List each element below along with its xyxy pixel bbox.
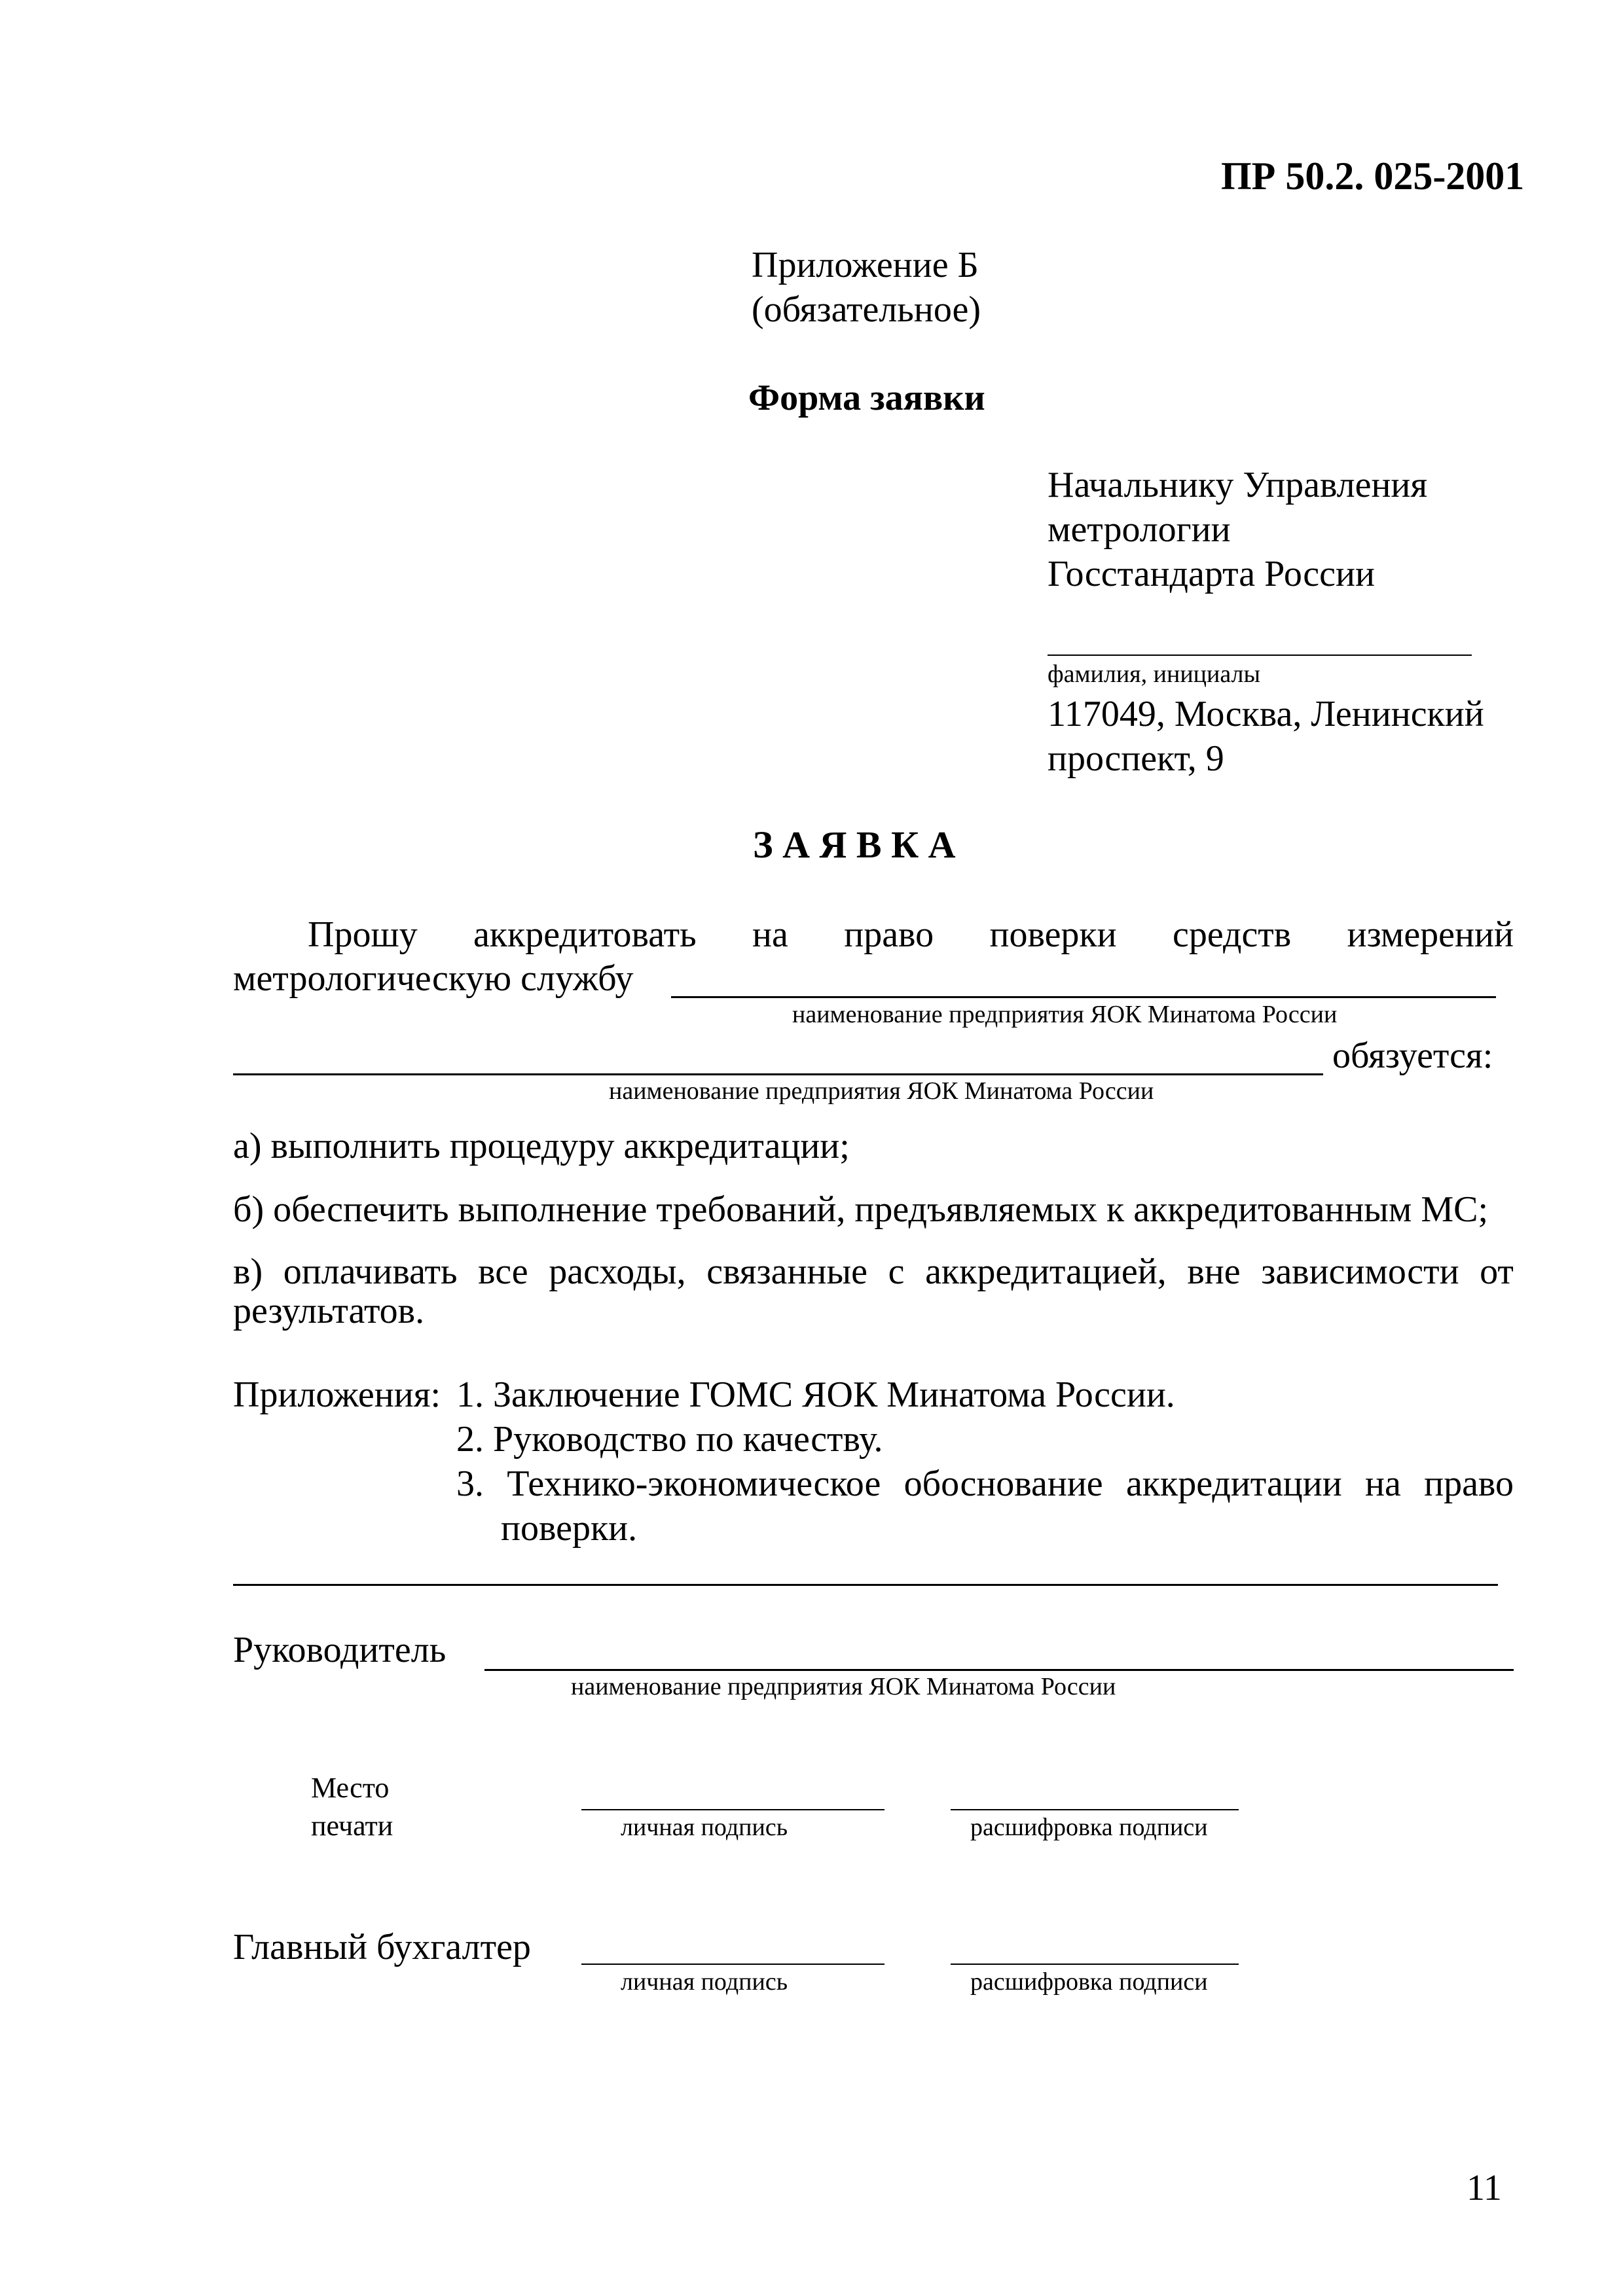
obligation-word: все [478, 1251, 528, 1292]
attachment-word: на [1364, 1463, 1401, 1504]
head-label: Руководитель [233, 1630, 447, 1670]
head-signature-line [581, 1809, 884, 1810]
accountant-label: Главный бухгалтер [233, 1927, 531, 1967]
appendix-title: Приложение Б [752, 245, 979, 285]
request-word: на [752, 914, 788, 955]
accountant-signature-line [581, 1964, 884, 1965]
appendix-status: (обязательное) [752, 289, 981, 330]
attachment-item-1: 1. Заключение ГОМС ЯОК Минатома России. [456, 1374, 1175, 1415]
head-caption: наименование предприятия ЯОК Минатома России [571, 1673, 1116, 1700]
attachment-word: право [1424, 1463, 1514, 1504]
request-word: средств [1172, 914, 1292, 955]
request-heading: З А Я В К А [753, 823, 956, 866]
head-sig-decode-line [951, 1809, 1239, 1810]
accountant-personal-signature-caption: личная подпись [621, 1968, 788, 1996]
head-signature-decode-caption: расшифровка подписи [970, 1814, 1208, 1841]
obligation-b: б) обеспечить выполнение требований, предъявляемых к аккредитованным МС; [233, 1189, 1489, 1230]
request-word: Прошу [308, 914, 418, 955]
obligation-word: вне [1187, 1251, 1241, 1292]
addressee-line-3: Госстандарта России [1048, 554, 1375, 594]
obligation-word: в) [233, 1251, 263, 1292]
attachment-item-3 [456, 1462, 1514, 1505]
obligation-a: а) выполнить процедуру аккредитации; [233, 1126, 850, 1166]
request-word: измерений [1347, 914, 1514, 955]
accountant-signature-decode-caption: расшифровка подписи [970, 1968, 1208, 1996]
document-code: ПР 50.2. 025-2001 [1221, 154, 1525, 198]
obligation-word: зависимости [1261, 1251, 1459, 1292]
attachment-word: Технико-экономическое [507, 1463, 881, 1504]
section-divider [233, 1584, 1498, 1586]
attachment-word: аккредитации [1125, 1463, 1342, 1504]
form-title: Форма заявки [748, 378, 985, 418]
obligation-word: расходы, [549, 1251, 686, 1292]
obligation-word: аккредитацией, [925, 1251, 1167, 1292]
obligation-word: связанные [706, 1251, 867, 1292]
attachment-item-3-cont: поверки. [501, 1508, 638, 1549]
obligation-word: с [888, 1251, 905, 1292]
attachments-label: Приложения: [233, 1374, 441, 1415]
request-line-1 [308, 913, 1514, 956]
obligation-word: оплачивать [283, 1251, 458, 1292]
obligation-v-line-1 [233, 1250, 1514, 1293]
head-name-line [484, 1669, 1514, 1671]
request-line-2-prefix: метрологическую службу [233, 958, 634, 999]
address-line-2: проспект, 9 [1048, 738, 1224, 779]
organization-name-line-2 [233, 1073, 1323, 1075]
obligation-v-line-2: результатов. [233, 1291, 425, 1331]
request-word: право [844, 914, 934, 955]
organization-name-line-1 [671, 996, 1496, 998]
addressee-line-1: Начальнику Управления [1048, 465, 1428, 505]
request-word: аккредитовать [473, 914, 697, 955]
stamp-place-line-1: Место [311, 1772, 390, 1804]
addressee-line-2: метрологии [1048, 509, 1231, 550]
attachment-word: обоснование [903, 1463, 1103, 1504]
stamp-place-line-2: печати [311, 1810, 393, 1842]
organization-caption-1: наименование предприятия ЯОК Минатома России [792, 1001, 1338, 1028]
address-line-1: 117049, Москва, Ленинский [1048, 694, 1484, 734]
page-number: 11 [1467, 2168, 1502, 2208]
obligates-word: обязуется: [1332, 1035, 1493, 1076]
name-caption: фамилия, инициалы [1048, 660, 1261, 688]
name-signature-line [1048, 655, 1472, 656]
organization-caption-2: наименование предприятия ЯОК Минатома России [609, 1077, 1154, 1105]
attachment-word: 3. [456, 1463, 484, 1504]
head-personal-signature-caption: личная подпись [621, 1814, 788, 1841]
request-word: поверки [989, 914, 1117, 955]
attachment-item-2: 2. Руководство по качеству. [456, 1419, 883, 1460]
accountant-sig-decode-line [951, 1964, 1239, 1965]
obligation-word: от [1480, 1251, 1514, 1292]
